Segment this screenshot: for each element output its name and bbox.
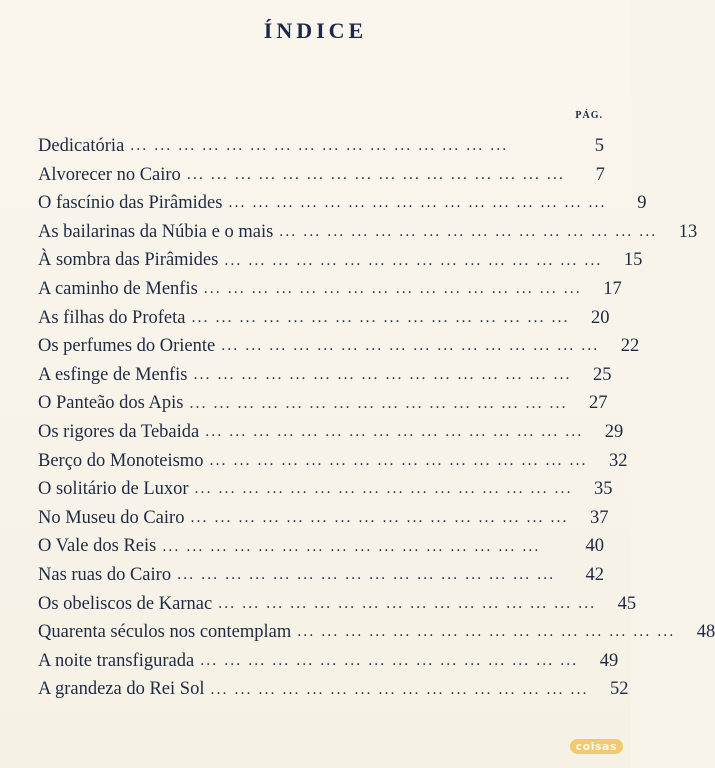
toc-entry-os-obeliscos-de-karnac (38, 590, 637, 619)
toc-entry-page: 42 (585, 564, 604, 585)
toc-entry-page: 22 (620, 336, 640, 357)
toc-entry-a-sombra-das-piramides (38, 246, 643, 275)
toc-entry-title: Nas ruas do Cairo (38, 564, 172, 585)
page-title: ÍNDICE (263, 18, 368, 43)
toc-entry-page: 49 (599, 650, 619, 671)
toc-entry-title: A grandeza do Rei Sol (38, 679, 205, 700)
page-column-label: PÁG. (575, 110, 603, 121)
toc-leader-dots: ... ... ... ... ... ... ... ... ... ... ... ... ... ... ... ... (191, 308, 570, 326)
toc-entry-page: 45 (617, 593, 637, 614)
toc-entry-title: À sombra das Pirâmides (38, 250, 219, 271)
toc-entry-title: Alvorecer no Cairo (38, 164, 181, 185)
toc-entry-page: 52 (609, 679, 629, 700)
toc-entry-page: 9 (637, 193, 647, 214)
toc-entry-o-vale-dos-reis (38, 532, 604, 561)
toc-leader-dots: ... ... ... ... ... ... ... ... ... ... ... ... ... ... ... ... (193, 366, 572, 384)
toc-entry-a-noite-transfigurada (38, 647, 619, 676)
toc-entry-page: 37 (589, 507, 609, 528)
toc-leader-dots: ... ... ... ... ... ... ... ... ... ... ... ... ... ... ... ... (224, 251, 603, 269)
toc-leader-dots: ... ... ... ... ... ... ... ... ... ... ... ... ... ... ... ... (194, 480, 573, 498)
toc-entry-no-museu-do-cairo (38, 504, 609, 533)
toc-leader-dots: ... ... ... ... ... ... ... ... ... ... ... ... ... ... ... ... (210, 680, 589, 698)
toc-entry-title: A noite transfigurada (38, 650, 195, 671)
toc-leader-dots: ... ... ... ... ... ... ... ... ... ... ... ... ... ... ... ... (200, 651, 579, 669)
toc-entry-title: Os rigores da Tebaida (38, 421, 200, 442)
toc-entry-a-caminho-de-menfis (38, 275, 622, 304)
toc-entry-os-perfumes-do-oriente (38, 332, 640, 361)
toc-entry-title: Os perfumes do Oriente (38, 336, 216, 357)
toc-entry-page: 17 (603, 279, 622, 300)
toc-leader-dots: ... ... ... ... ... ... ... ... ... ... ... ... ... ... ... ... (279, 223, 658, 241)
toc-leader-dots: ... ... ... ... ... ... ... ... ... ... ... ... ... ... ... ... (209, 451, 588, 469)
toc-entry-page: 5 (594, 136, 604, 157)
toc-leader-dots: ... ... ... ... ... ... ... ... ... ... ... ... ... ... ... ... (190, 509, 569, 527)
toc-entry-page: 40 (585, 536, 604, 557)
toc-entry-title: As filhas do Profeta (38, 307, 186, 328)
toc-entry-os-rigores-da-tebaida (38, 418, 624, 447)
toc-entry-title: Dedicatória (38, 136, 125, 157)
toc-leader-dots: ... ... ... ... ... ... ... ... ... ... ... ... ... ... ... ... (228, 194, 607, 212)
toc-entry-title: A caminho de Menfis (38, 279, 198, 300)
watermark-logo: coisas (570, 739, 623, 754)
toc-entry-o-fascinio-das-piramides (38, 189, 647, 218)
toc-leader-dots: ... ... ... ... ... ... ... ... ... ... ... ... ... ... ... ... (297, 623, 676, 641)
toc-entry-title: Os obeliscos de Karnac (38, 593, 213, 614)
toc-entry-as-bailarinas-da-nubia (38, 218, 698, 247)
toc-entry-alvorecer-no-cairo (38, 161, 604, 190)
toc-leader-dots: ... ... ... ... ... ... ... ... ... ... ... ... ... ... ... ... (221, 337, 600, 355)
toc-entry-o-panteao-dos-apis (38, 389, 608, 418)
toc-entry-title: O fascínio das Pirâmides (38, 193, 223, 214)
toc-leader-dots: ... ... ... ... ... ... ... ... ... ... ... ... ... ... ... ... (205, 423, 584, 441)
toc-entry-quarenta-seculos (38, 618, 715, 647)
toc-entry-a-esfinge-de-menfis (38, 361, 612, 390)
table-of-contents (38, 132, 715, 704)
toc-entry-title: As bailarinas da Núbia e o mais (38, 221, 274, 242)
toc-entry-title: O Panteão dos Apis (38, 393, 184, 414)
toc-leader-dots: ... ... ... ... ... ... ... ... ... ... ... ... ... ... ... ... (186, 165, 565, 183)
toc-entry-title: O Vale dos Reis (38, 536, 157, 557)
toc-leader-dots: ... ... ... ... ... ... ... ... ... ... ... ... ... ... ... ... (218, 594, 597, 612)
toc-entry-page: 27 (588, 393, 608, 414)
toc-entry-berco-do-monoteismo (38, 447, 628, 476)
toc-entry-page: 7 (595, 164, 605, 185)
toc-entry-dedicatoria (38, 132, 604, 161)
toc-entry-page: 20 (590, 307, 610, 328)
toc-leader-dots: ... ... ... ... ... ... ... ... ... ... ... ... ... ... ... ... (130, 137, 509, 155)
toc-entry-page: 35 (594, 479, 613, 500)
toc-entry-title: Quarenta séculos nos contemplam (38, 622, 292, 643)
toc-leader-dots: ... ... ... ... ... ... ... ... ... ... ... ... ... ... ... ... (162, 537, 541, 555)
toc-entry-a-grandeza-do-rei-sol (38, 675, 629, 704)
toc-entry-page: 15 (623, 250, 643, 271)
toc-entry-title: No Museu do Cairo (38, 507, 185, 528)
toc-entry-title: Berço do Monoteismo (38, 450, 204, 471)
toc-entry-title: O solitário de Luxor (38, 479, 189, 500)
toc-entry-nas-ruas-do-cairo (38, 561, 604, 590)
toc-entry-o-solitario-de-luxor (38, 475, 613, 504)
toc-entry-page: 48 (696, 622, 715, 643)
toc-entry-page: 32 (608, 450, 628, 471)
toc-leader-dots: ... ... ... ... ... ... ... ... ... ... ... ... ... ... ... ... (203, 280, 582, 298)
toc-entry-page: 29 (604, 421, 624, 442)
toc-entry-page: 13 (678, 221, 698, 242)
toc-entry-title: A esfinge de Menfis (38, 364, 188, 385)
toc-entry-as-filhas-do-profeta (38, 304, 610, 333)
toc-leader-dots: ... ... ... ... ... ... ... ... ... ... ... ... ... ... ... ... (189, 394, 568, 412)
toc-leader-dots: ... ... ... ... ... ... ... ... ... ... ... ... ... ... ... ... (177, 566, 556, 584)
toc-entry-page: 25 (593, 364, 612, 385)
